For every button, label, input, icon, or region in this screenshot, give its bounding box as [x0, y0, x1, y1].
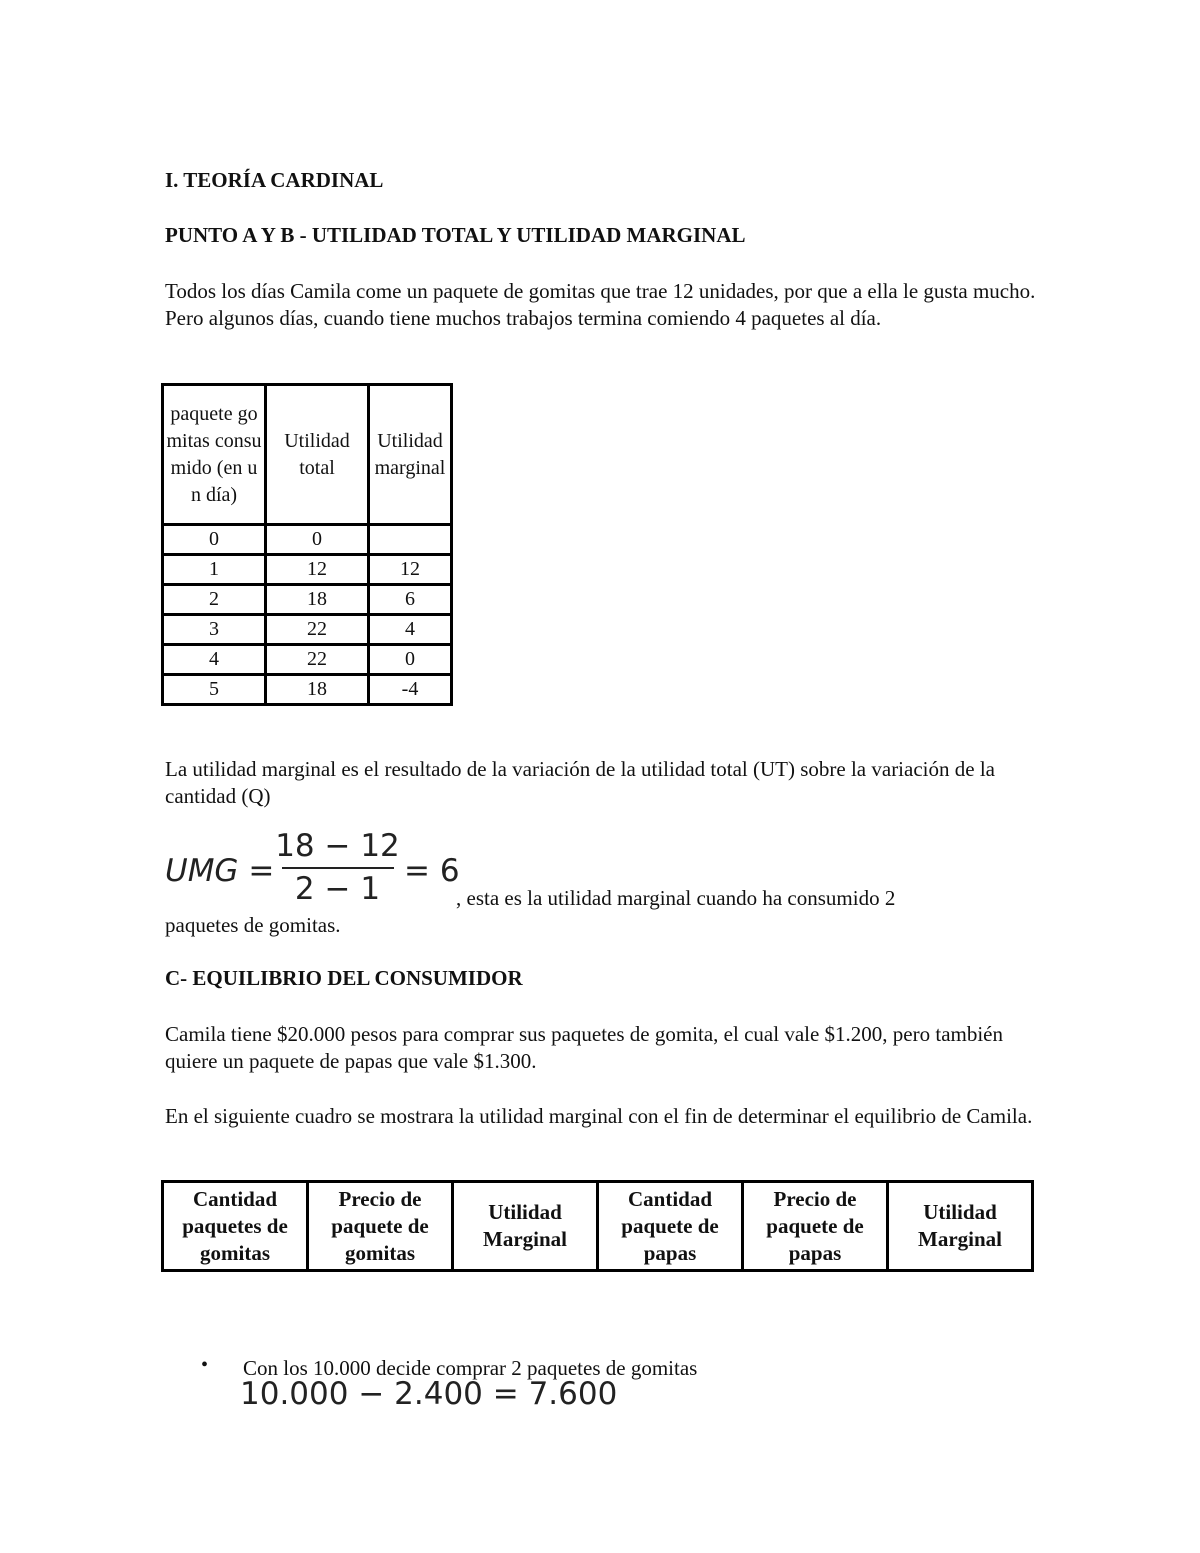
bullet-icon: •	[201, 1354, 209, 1376]
budget-paragraph: Camila tiene $20.000 pesos para comprar sus paquetes de gomita, el cual vale $1.200, pero también quiere un paquete de papas que vale $1.300.	[165, 1022, 1004, 1073]
formula-numerator: 18 − 12	[275, 828, 400, 864]
col-header-marginal-utility: Utilidad marginal	[369, 385, 452, 525]
intro-paragraph: Todos los días Camila come un paquete de gomitas que trae 12 unidades, por que a ella le gusta mucho. Pero algunos días, cuando tiene muchos trabajos termina comiendo 4 paquetes al día.	[165, 279, 1036, 330]
col-header: Cantidad paquete de papas	[598, 1182, 743, 1271]
formula-explanation-cont: paquetes de gomitas.	[165, 913, 341, 937]
col-header: Cantidad paquetes de gomitas	[163, 1182, 308, 1271]
col-header-quantity: paquete gomitas consumido (en un día)	[163, 385, 266, 525]
fraction-bar	[282, 867, 394, 869]
formula-lhs: UMG =	[165, 853, 275, 889]
subsection-title: PUNTO A Y B - UTILIDAD TOTAL Y UTILIDAD MARGINAL	[165, 223, 746, 247]
table-row: 5 18 -4	[163, 675, 452, 705]
table-intro-paragraph: En el siguiente cuadro se mostrara la utilidad marginal con el fin de determinar el equilibrio de Camila.	[165, 1104, 1033, 1128]
col-header-total-utility: Utilidad total	[266, 385, 369, 525]
utility-table	[161, 383, 453, 706]
subtraction-formula: 10.000 − 2.400 = 7.600	[240, 1376, 618, 1412]
formula-denominator: 2 − 1	[294, 871, 381, 907]
col-header: Precio de paquete de gomitas	[308, 1182, 453, 1271]
subsection-title: C- EQUILIBRIO DEL CONSUMIDOR	[165, 966, 523, 990]
col-header: Utilidad Marginal	[453, 1182, 598, 1271]
formula-explanation: , esta es la utilidad marginal cuando ha consumido 2	[456, 886, 896, 910]
formula-rhs: = 6	[404, 853, 460, 889]
table-row: 4 22 0	[163, 645, 452, 675]
table-row: 0 0	[163, 525, 452, 555]
col-header: Utilidad Marginal	[888, 1182, 1033, 1271]
col-header: Precio de paquete de papas	[743, 1182, 888, 1271]
table-row: 3 22 4	[163, 615, 452, 645]
table-row: 2 18 6	[163, 585, 452, 615]
bullet-text: Con los 10.000 decide comprar 2 paquetes de gomitas	[243, 1356, 698, 1380]
definition-paragraph: La utilidad marginal es el resultado de la variación de la utilidad total (UT) sobre la variación de la cantidad (Q)	[165, 757, 995, 808]
table-row: 1 12 12	[163, 555, 452, 585]
equilibrium-table	[161, 1180, 1034, 1272]
section-title: I. TEORÍA CARDINAL	[165, 168, 384, 192]
